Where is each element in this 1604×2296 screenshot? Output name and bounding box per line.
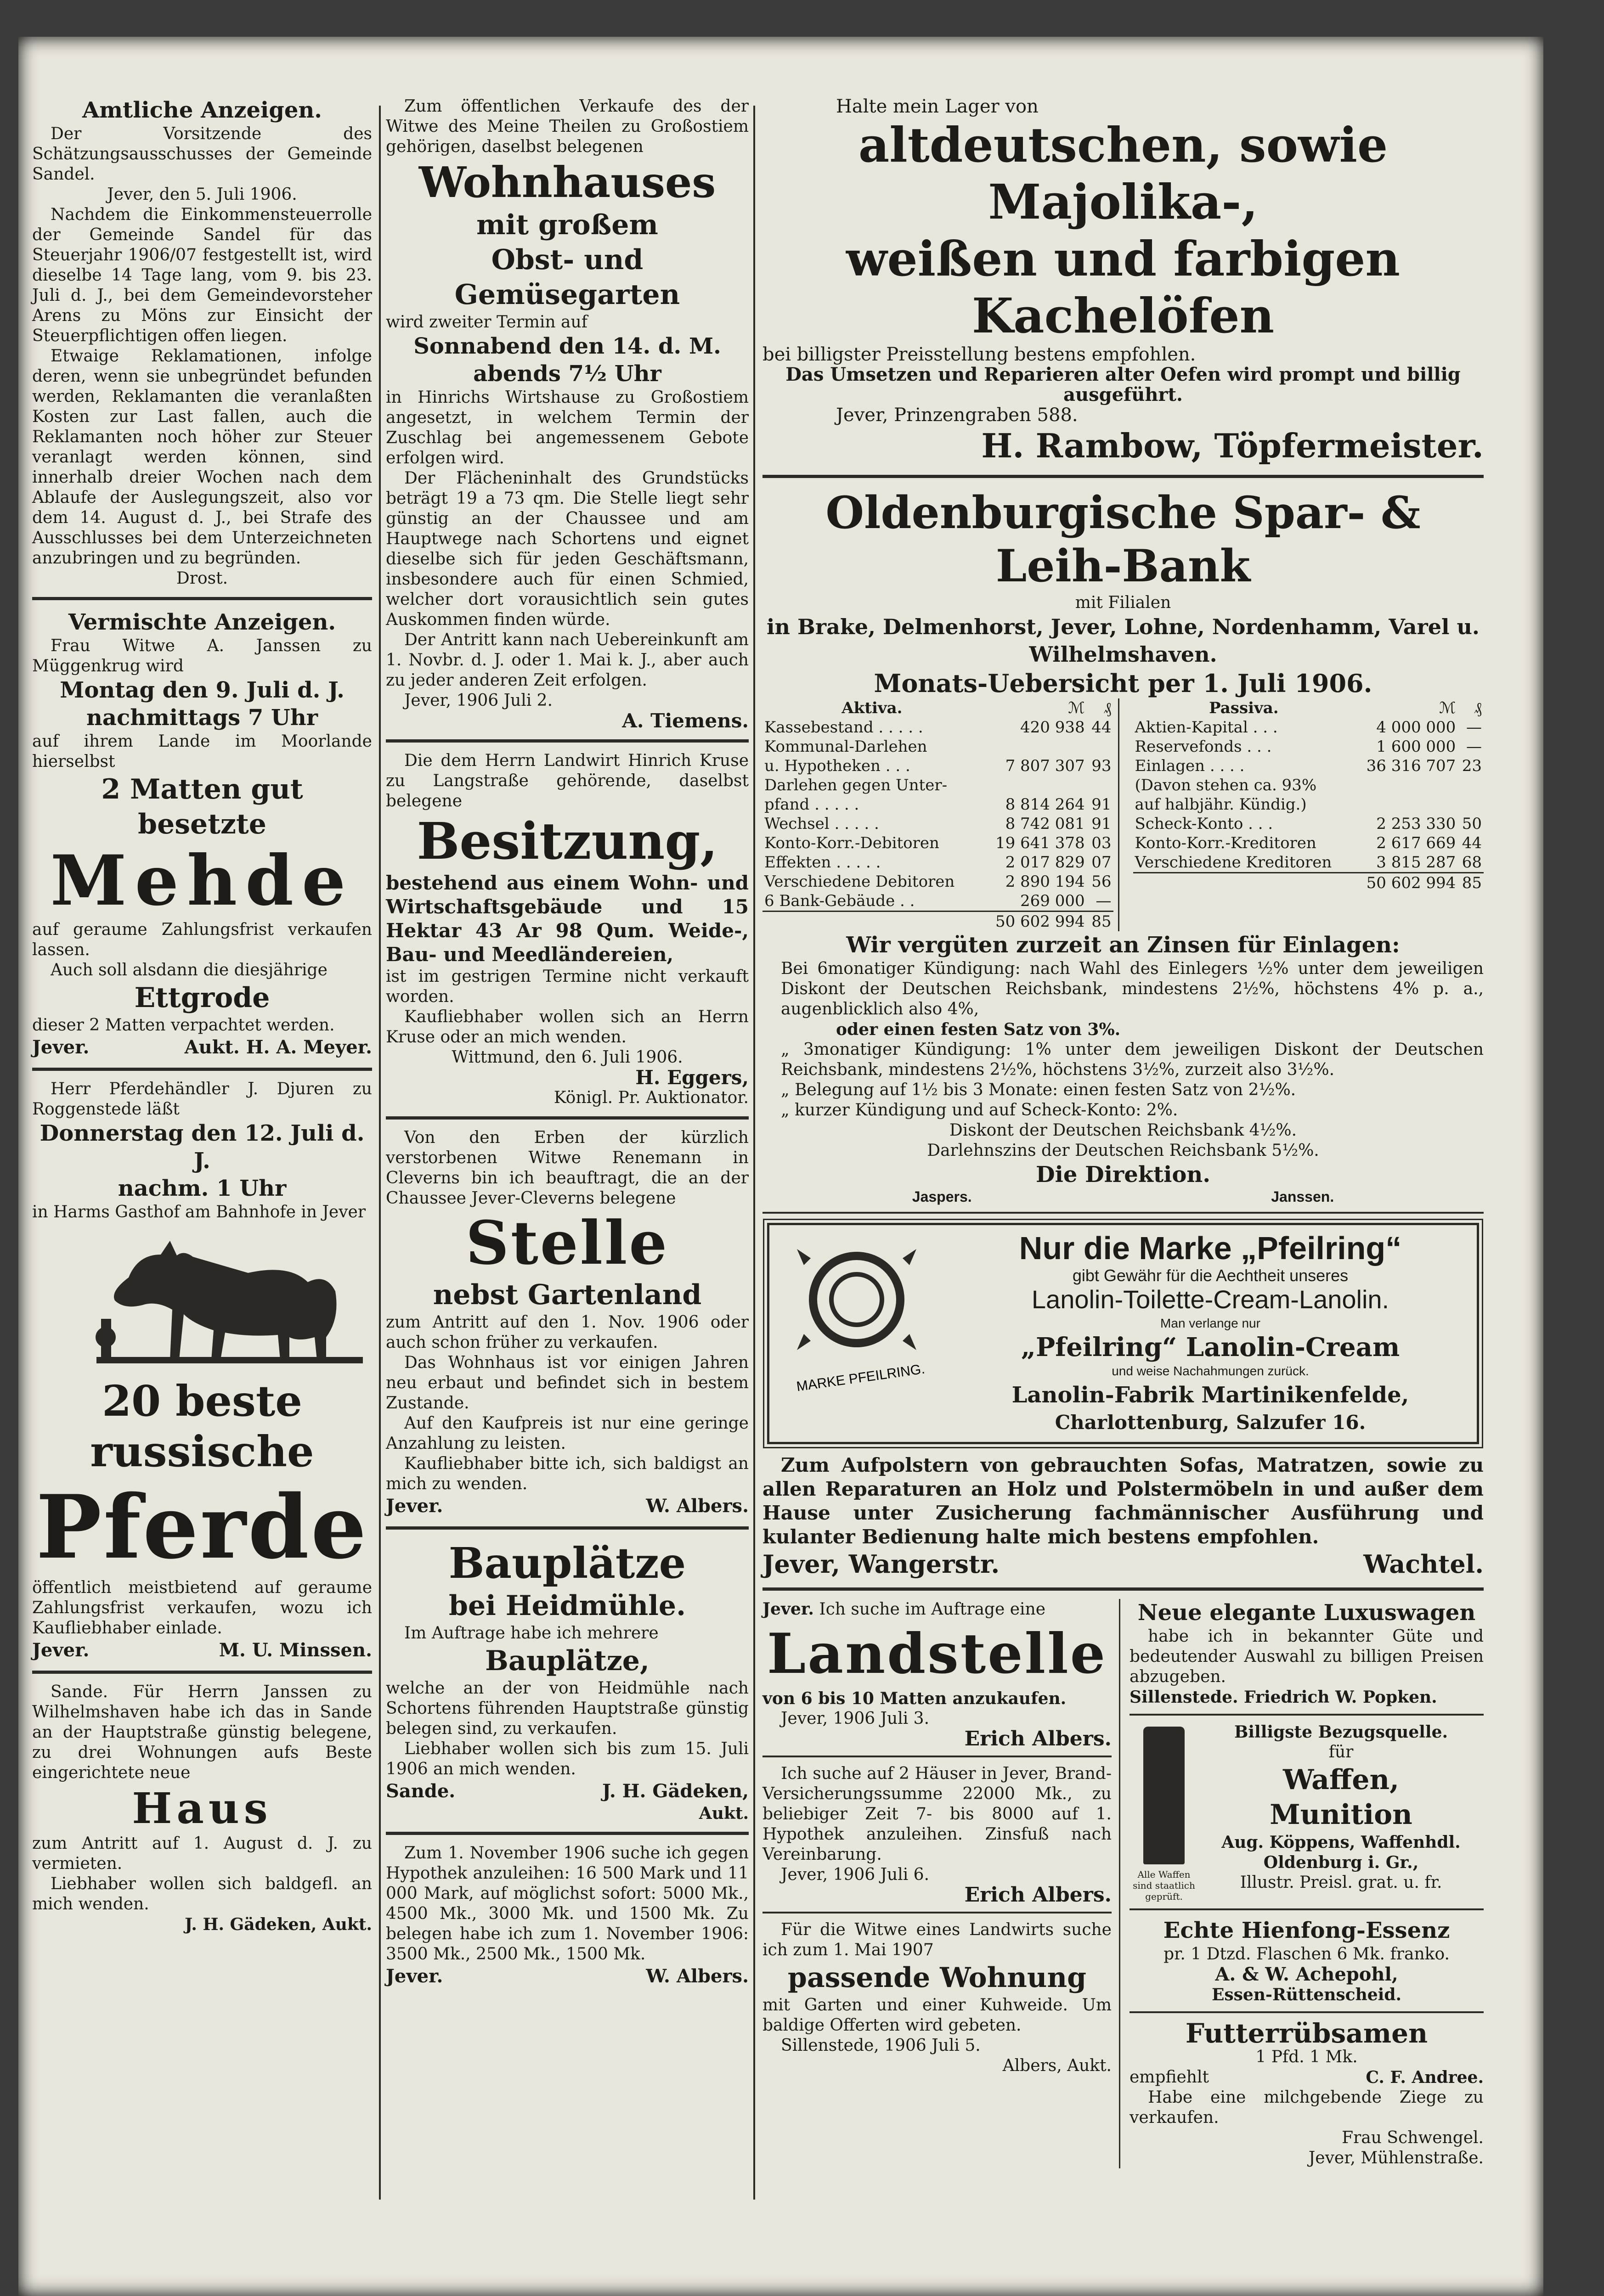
balance-label: Darlehen gegen Unter- — [764, 776, 948, 794]
ad-date: Montag den 9. Juli d. J. — [60, 677, 345, 703]
upholstery-ad — [762, 1453, 1484, 1579]
balance-pfennig: 50 — [1462, 815, 1482, 833]
divider — [762, 475, 1484, 478]
assets-heading: Aktiva. — [842, 699, 903, 717]
balance-marks: 19 641 378 — [995, 834, 1085, 852]
ad-headline: mit großem — [476, 209, 658, 241]
ad-headline: Bauplätze — [448, 1538, 686, 1588]
ad-text: Auf den Kaufpreis ist nur eine geringe Anzahlung zu leisten. — [386, 1414, 749, 1453]
house-rent-ad — [32, 1682, 372, 1935]
pfennig-symbol: ₰ — [1474, 699, 1482, 717]
balance-marks — [1355, 795, 1457, 814]
balance-pfennig — [1087, 737, 1113, 756]
ad-text: Die dem Herrn Landwirt Hinrich Kruse zu Langstraße gehörende, daselbst belegene — [386, 751, 749, 810]
balance-marks — [982, 737, 1087, 756]
balance-marks: 3 815 287 — [1376, 853, 1456, 872]
ad-headline: passende Wohnung — [787, 1962, 1087, 1994]
balance-pfennig — [1457, 795, 1484, 814]
ad-text: von 6 bis 10 Matten anzukaufen. — [762, 1689, 1067, 1708]
signature-place: Jever. — [386, 1495, 443, 1517]
ad-text: auf geraume Zahlungsfrist verkaufen lassen. — [32, 920, 372, 959]
ad-signature: J. H. Gädeken, Aukt. — [185, 1915, 372, 1934]
liabilities-total-pf: 85 — [1462, 874, 1482, 892]
ad-text: Frau Witwe A. Janssen zu Müggenkrug wird — [32, 636, 372, 675]
ad-text: Halte mein Lager von — [836, 96, 1039, 117]
balance-row — [762, 853, 1113, 872]
ad-text: 1 Pfd. 1 Mk. — [1255, 2048, 1358, 2066]
balance-pfennig: — — [1096, 892, 1112, 910]
balance-label: 6 Bank-Gebäude . . — [764, 892, 915, 910]
ad-text: und weise Nachahmungen zurück. — [1112, 1364, 1309, 1378]
divider — [1130, 1908, 1484, 1910]
property-ad — [386, 1128, 749, 1518]
ad-text: in Harms Gasthof am Bahnhofe in Jever — [32, 1203, 366, 1221]
balance-row — [1133, 833, 1484, 853]
ad-signature: Erich Albers. — [964, 1727, 1112, 1750]
ad-text: mit Garten und einer Kuhweide. Um baldige Offerten wird gebeten. — [762, 1996, 1112, 2035]
divider — [32, 1671, 372, 1674]
small-ads-right — [1130, 1599, 1484, 2168]
ad-text: Der Antritt kann nach Uebereinkunft am 1. Novbr. d. J. oder 1. Mai k. J., aber auch zu jeder anderen Zeit erfolgen. — [386, 630, 749, 690]
ad-text: Sande. Für Herrn Janssen zu Wilhelmshaven habe ich das in Sande an der Hauptstraße günstig belegene, zu drei Wohnungen aufs Beste eingerichtete neue — [32, 1683, 372, 1782]
ad-signature-title: Königl. Pr. Auktionator. — [553, 1088, 749, 1107]
balance-row — [762, 833, 1113, 853]
ad-headline: 20 beste — [102, 1376, 302, 1426]
balance-pfennig: 07 — [1091, 853, 1112, 872]
house-sale-ad — [386, 96, 749, 731]
balance-row — [1133, 814, 1484, 833]
ad-date-line: Jever, 1906 Juli 6. — [781, 1865, 930, 1884]
ad-signature — [386, 1494, 749, 1518]
ad-text: in Hinrichs Wirtshause zu Großostiem angesetzt, in welchem Termin der Zuschlag bei angemessenem Gebote erfolgen wird. — [386, 388, 749, 467]
building-plots-ad — [386, 1538, 749, 1823]
ad-headline: Neue elegante Luxuswagen — [1137, 1600, 1476, 1626]
ad-text: Das Umsetzen und Reparieren alter Oefen wird prompt und billig ausgeführt. — [785, 364, 1461, 405]
ad-headline: Futterrübsamen — [1185, 2018, 1428, 2049]
column-left — [32, 96, 372, 1935]
interest-line: „ Belegung auf 1½ bis 3 Monate: einen festen Satz von 2½%. — [781, 1080, 1296, 1099]
ad-headline: Haus — [132, 1784, 272, 1833]
ad-headline: Lanolin-Fabrik Martinikenfelde, — [1011, 1382, 1409, 1408]
ad-headline: Bauplätze, — [485, 1645, 650, 1677]
balance-label: Effekten . . . . . — [764, 853, 881, 872]
balance-marks: 420 938 — [1020, 718, 1085, 737]
ad-headline: nebst Gartenland — [433, 1279, 702, 1311]
balance-label: Konto-Korr.-Debitoren — [764, 834, 939, 852]
divider — [762, 1756, 1112, 1757]
ad-text: welche an der von Heidmühle nach Schortens führenden Hauptstraße günstig belegen sind, zu verkaufen. — [386, 1679, 749, 1738]
stove-ad — [762, 96, 1484, 467]
balance-pfennig: 44 — [1462, 834, 1482, 852]
liabilities-table — [1133, 698, 1484, 931]
balance-marks: 2 890 194 — [1005, 872, 1085, 891]
balance-pfennig: 93 — [1091, 757, 1112, 775]
ad-headline: Ettgrode — [134, 982, 270, 1014]
balance-label: Wechsel . . . . . — [764, 815, 879, 833]
ad-headline: „Pfeilring“ Lanolin-Cream — [1021, 1332, 1400, 1362]
bank-name: Oldenburgische Spar- & Leih-Bank — [825, 487, 1421, 592]
bank-branches-label: mit Filialen — [1075, 593, 1171, 612]
ad-text: dieser 2 Matten verpachtet werden. — [32, 1016, 335, 1035]
ad-date-line: Sillenstede, 1906 Juli 5. — [781, 2036, 981, 2055]
assets-total-pf: 85 — [1091, 912, 1112, 931]
balance-row — [762, 776, 1113, 795]
balance-pfennig: 03 — [1091, 834, 1112, 852]
balance-pfennig — [1087, 776, 1113, 795]
arrow-ring-icon — [779, 1231, 944, 1396]
divider — [386, 1832, 749, 1835]
ad-headline: Besitzung, — [417, 811, 718, 871]
cartridge-label: Alle Waffen sind staatlich geprüft. — [1133, 1869, 1195, 1902]
signature-place: Sande. — [386, 1780, 456, 1802]
ad-text: Man verlange nur — [1160, 1316, 1260, 1330]
signature-name: Aukt. H. A. Meyer. — [184, 1036, 372, 1058]
notice-signature: Drost. — [176, 569, 228, 588]
section-heading: Amtliche Anzeigen. — [82, 97, 322, 123]
interest-line: Bei 6monatiger Kündigung: nach Wahl des Einlegers ½% unter dem jeweiligen Diskont der Deutschen Reichsbank, mindestens 2½%, höchstens 4% p. a., augenblicklich also 4%, — [781, 959, 1484, 1019]
auction-mehde-ad — [32, 608, 372, 1059]
ad-text: zum Antritt auf den 1. Nov. 1906 oder auch schon früher zu verkaufen. — [386, 1313, 749, 1352]
bank-branches: in Brake, Delmenhorst, Jever, Lohne, Nordenhamm, Varel u. Wilhelmshaven. — [767, 614, 1480, 667]
signature-place: Jever. — [386, 1965, 443, 1987]
divider — [386, 739, 749, 743]
ad-date: Donnerstag den 12. Juli d. J. — [40, 1120, 365, 1174]
divider — [32, 1068, 372, 1071]
ad-text: Kaufliebhaber wollen sich an Herrn Kruse oder an mich wenden. — [386, 1007, 749, 1047]
ad-text: auf ihrem Lande im Moorlande hierselbst — [32, 732, 372, 771]
ad-signature — [386, 1964, 749, 1988]
ad-text: A. & W. Achepohl, — [1215, 1964, 1398, 1985]
balance-label: u. Hypotheken . . . — [764, 757, 910, 775]
ad-text: Habe eine milchgebende Ziege zu verkaufen. — [1130, 2088, 1484, 2127]
signature-place: Jever, Wangerstr. — [762, 1549, 1000, 1579]
statement-title: Monats-Uebersicht per 1. Juli 1906. — [874, 669, 1372, 698]
divider — [386, 1116, 749, 1120]
ad-signature: Sillenstede. Friedrich W. Popken. — [1130, 1688, 1437, 1707]
balance-marks: 4 000 000 — [1376, 718, 1456, 737]
signature-name: M. U. Minssen. — [219, 1639, 372, 1661]
ad-text: gibt Gewähr für die Aechtheit unseres — [1072, 1266, 1349, 1285]
balance-label: pfand . . . . . — [764, 795, 859, 814]
interest-line: „ kurzer Kündigung und auf Scheck-Konto: 2%. — [781, 1101, 1178, 1120]
ad-headline: Echte Hienfong-Essenz — [1163, 1918, 1450, 1943]
balance-row — [1133, 853, 1484, 873]
ad-text: Liebhaber wollen sich bis zum 15. Juli 1906 an mich wenden. — [386, 1739, 749, 1778]
balance-marks: 1 600 000 — [1376, 737, 1456, 756]
balance-label: Scheck-Konto . . . — [1135, 815, 1273, 833]
balance-label: Verschiedene Debitoren — [764, 872, 955, 891]
ad-text: Ich suche auf 2 Häuser in Jever, Brand-Versicherungssumme 22000 Mk., zu beliebiger Zeit 7- bis 8000 auf 1. Hypothek anzuleihen. Zinsfuß nach Vereinbarung. — [762, 1764, 1112, 1864]
balance-row — [1133, 737, 1484, 756]
director-name: Janssen. — [1271, 1188, 1334, 1205]
ad-text: Ich suche im Auftrage eine — [819, 1600, 1046, 1619]
ad-headline: Munition — [1270, 1799, 1412, 1831]
ad-text: Zum öffentlichen Verkaufe des der Witwe des Meine Theilen zu Großostiem gehörigen, daselbst belegenen — [386, 97, 749, 156]
small-ads-row — [762, 1599, 1484, 2168]
ad-headline: bei Heidmühle. — [448, 1590, 686, 1622]
ad-headline: Obst- und Gemüsegarten — [454, 244, 680, 311]
ad-signature — [32, 1638, 372, 1662]
column-rule — [753, 106, 755, 2200]
newspaper-page — [18, 37, 1543, 2296]
notice-text: Etwaige Reklamationen, infolge deren, wenn sie unbegründet befunden werden, Reklamanten die veranlaßten Kosten zur Last fallen, auch die Reklamanten noch höher zur Steuer veranlagt werden können, sind innerhalb dreier Wochen nach dem Ablaufe der Auslegungszeit, also vor dem 14. August d. J., bei Strafe des Ausschlusses bei dem Unterzeichneten anzubringen und zu begründen. — [32, 347, 372, 568]
ad-headline-large: Landstelle — [767, 1621, 1107, 1686]
ad-text: Aug. Köppens, Waffenhdl. — [1221, 1833, 1461, 1852]
balance-marks: 269 000 — [1020, 892, 1085, 910]
balance-label: Reservefonds . . . — [1135, 737, 1272, 756]
signature-name: J. H. Gädeken, — [602, 1780, 749, 1802]
bank-directors: Die Direktion. — [1035, 1162, 1211, 1187]
ad-signature — [32, 1035, 372, 1059]
seed-ad — [1130, 2020, 1484, 2168]
signature-title: Aukt. — [699, 1804, 749, 1823]
ad-time: nachm. 1 Uhr — [118, 1176, 287, 1201]
ad-date-line: Jever, Prinzengraben 588. — [836, 405, 1078, 426]
balance-row — [1133, 795, 1484, 814]
balance-label: (Davon stehen ca. 93% — [1135, 776, 1317, 794]
ad-text: für — [1328, 1743, 1354, 1761]
balance-row — [1133, 776, 1484, 795]
ad-headline: russische — [90, 1427, 314, 1476]
director-names — [762, 1188, 1484, 1205]
farm-wanted-ad — [762, 1599, 1112, 1749]
divider — [386, 1526, 749, 1530]
carriage-ad — [1130, 1599, 1484, 1707]
mark-symbol: ℳ — [1068, 699, 1085, 717]
signature-place: Jever. — [32, 1036, 90, 1058]
balance-marks — [982, 776, 1087, 795]
bank-statement — [762, 486, 1484, 1205]
balance-marks: 7 807 307 — [1005, 757, 1085, 775]
balance-row — [762, 814, 1113, 833]
mark-symbol: ℳ — [1439, 699, 1456, 717]
notice-text: Nachdem die Einkommensteuerrolle der Gemeinde Sandel für das Steuerjahr 1906/07 festgestellt ist, wird dieselbe 14 Tage lang, vom 9. bis 23. Juli d. J., bei dem Gemeindevorsteher Arens zu Möns zur Einsicht der Steuerpflichtigen offen liegen. — [32, 205, 372, 345]
ad-signature: Erich Albers. — [964, 1883, 1112, 1907]
ad-headline: besetzte — [138, 808, 266, 840]
signature-place: Jever. — [32, 1639, 90, 1661]
balance-label: Verschiedene Kreditoren — [1135, 853, 1332, 872]
divider — [762, 1587, 1484, 1591]
liabilities-total: 50 602 994 — [1366, 874, 1456, 892]
ad-signature: H. Eggers, — [635, 1066, 749, 1089]
signature-name: W. Albers. — [646, 1965, 749, 1987]
ad-text: öffentlich meistbietend auf geraume Zahlungsfrist verkaufen, wozu ich Kaufliebhaber einlade. — [32, 1578, 372, 1638]
balance-row — [762, 756, 1113, 776]
balance-row — [762, 737, 1113, 756]
ad-text: habe ich in bekannter Güte und bedeutender Auswahl zu billigen Preisen abzugeben. — [1130, 1627, 1484, 1686]
ad-headline: Nur die Marke „Pfeilring“ — [1019, 1230, 1402, 1266]
balance-row — [762, 891, 1113, 912]
notice-date: Jever, den 5. Juli 1906. — [107, 185, 297, 204]
balance-pfennig: 23 — [1462, 757, 1482, 775]
pfeilring-ad — [767, 1223, 1479, 1444]
balance-pfennig: 56 — [1091, 872, 1112, 891]
balance-label: auf halbjähr. Kündig.) — [1135, 795, 1307, 814]
balance-row — [762, 872, 1113, 891]
ad-headline: Wohnhauses — [418, 158, 716, 207]
ad-place: Jever. — [762, 1599, 814, 1619]
ad-headline: altdeutschen, sowie Majolika-, — [858, 117, 1388, 230]
balance-marks — [1355, 776, 1457, 795]
ad-text: Billigste Bezugsquelle. — [1234, 1722, 1448, 1742]
ad-headline: 2 Matten gut — [101, 773, 303, 805]
balance-row — [1133, 756, 1484, 776]
balance-marks: 2 617 669 — [1376, 834, 1456, 852]
balance-label: Kassebestand . . . . . — [764, 718, 923, 737]
logo-caption: MARKE PFEILRING. — [795, 1361, 926, 1395]
ad-headline: Waffen, — [1283, 1764, 1399, 1796]
divider — [1130, 1714, 1484, 1716]
signature-name: Wachtel. — [1363, 1549, 1484, 1579]
divider — [762, 1212, 1484, 1214]
ad-text: Im Auftrage habe ich mehrere — [404, 1624, 659, 1643]
balance-row — [762, 795, 1113, 814]
small-ads-left — [762, 1599, 1120, 2168]
cartridge-illustration — [1130, 1722, 1198, 1902]
ad-subheadline: bestehend aus einem Wohn- und Wirtschaftsgebäude und 15 Hektar 43 Ar 98 Qum. Weide-, Bau- und Meedländereien, — [386, 872, 749, 966]
divider — [762, 1912, 1112, 1913]
balance-sheet — [762, 698, 1484, 931]
liabilities-heading: Passiva. — [1209, 699, 1279, 717]
assets-table — [762, 698, 1119, 931]
balance-pfennig: — — [1466, 737, 1482, 756]
horse-auction-ad — [32, 1079, 372, 1662]
horse-illustration — [32, 1222, 372, 1374]
balance-marks: 8 742 081 — [1005, 815, 1085, 833]
ad-headline-large: Mehde — [50, 840, 354, 921]
balance-pfennig: 91 — [1091, 815, 1112, 833]
balance-pfennig: 68 — [1462, 853, 1482, 872]
ad-headline: weißen und farbigen Kachelöfen — [846, 231, 1400, 344]
interest-heading: Wir vergüten zurzeit an Zinsen für Einlagen: — [846, 932, 1400, 958]
ad-text: Kaufliebhaber bitte ich, sich baldigst an mich zu wenden. — [386, 1454, 749, 1493]
ad-text: Der Flächeninhalt des Grundstücks beträgt 19 a 73 qm. Die Stelle liegt sehr günstig an der Chaussee und am Hauptwege nach Schortens und eignet dieselbe sich für jeden Geschäftsmann, insbesondere auch für einen Schmied, welcher dort vorausichtlich sein gutes Auskommen finden würde. — [386, 469, 749, 629]
column-right — [762, 96, 1484, 2168]
ad-text: Liebhaber wollen sich baldgefl. an mich wenden. — [32, 1874, 372, 1913]
mortgage-wanted-ad — [762, 1764, 1112, 1905]
balance-label: Konto-Korr.-Kreditoren — [1135, 834, 1316, 852]
balance-label: Kommunal-Darlehen — [764, 737, 927, 756]
divider — [32, 597, 372, 600]
ad-text: Zum 1. November 1906 suche ich gegen Hypothek anzuleihen: 16 500 Mark und 11 000 Mark, auf möglichst sofort: 5000 Mk., 4500 Mk., 3000 Mk. und 1500 Mk. Zu belegen habe ich zum 1. November 1906: 3500 Mk., 2500 Mk., 1500 Mk. — [386, 1844, 749, 1964]
signature-name: W. Albers. — [646, 1495, 749, 1517]
ad-headline: Lanolin-Toilette-Cream-Lanolin. — [1031, 1285, 1389, 1314]
ad-headline: Charlottenburg, Salzufer 16. — [1055, 1411, 1366, 1434]
ad-time: nachmittags 7 Uhr — [86, 705, 318, 731]
official-notice — [32, 96, 372, 589]
balance-pfennig: — — [1466, 718, 1482, 737]
balance-label: Aktien-Kapital . . . — [1135, 718, 1278, 737]
ad-text: Auch soll alsdann die diesjährige — [51, 961, 328, 979]
mortgage-ad — [386, 1843, 749, 1988]
ad-time: abends 7½ Uhr — [473, 361, 661, 387]
ad-text: bei billigster Preisstellung bestens empfohlen. — [762, 344, 1196, 365]
ad-date-line: Jever, 1906 Juli 2. — [404, 691, 553, 710]
director-name: Jaspers. — [912, 1188, 972, 1205]
ad-signature — [762, 1549, 1484, 1579]
ad-text: Oldenburg i. Gr., — [1263, 1853, 1419, 1872]
ad-signature: C. F. Andree. — [1366, 2068, 1484, 2087]
column-middle — [386, 96, 749, 1988]
pfeilring-logo — [779, 1231, 953, 1436]
divider — [1130, 2011, 1484, 2013]
ad-signature: H. Rambow, Töpfermeister. — [981, 426, 1484, 465]
ad-text: Essen-Rüttenscheid. — [1211, 1985, 1402, 2004]
interest-line: „ 3monatiger Kündigung: 1% unter dem jeweiligen Diskont der Deutschen Reichsbank, mindestens 2½%, höchstens 3½%, zurzeit also 3½%. — [781, 1040, 1484, 1079]
ad-address: Jever, Mühlenstraße. — [1308, 2149, 1484, 2167]
section-heading: Vermischte Anzeigen. — [68, 609, 336, 635]
balance-marks: 8 814 264 — [1005, 795, 1085, 814]
ad-text: wird zweiter Termin auf — [386, 313, 588, 332]
ad-text: pr. 1 Dtzd. Flaschen 6 Mk. franko. — [1163, 1945, 1450, 1964]
ad-headline-large: Pferde — [36, 1476, 368, 1578]
ad-headline-large: Stelle — [465, 1208, 669, 1278]
balance-marks: 2 253 330 — [1376, 815, 1456, 833]
ad-text: empfiehlt — [1130, 2068, 1209, 2087]
ad-signature: Albers, Aukt. — [1002, 2056, 1112, 2075]
ad-text: ist im gestrigen Termine nicht verkauft worden. — [386, 967, 749, 1006]
pfennig-symbol: ₰ — [1103, 699, 1112, 717]
balance-pfennig — [1457, 776, 1484, 795]
estate-ad — [386, 751, 749, 1108]
column-rule — [379, 106, 381, 2200]
balance-row — [762, 718, 1113, 737]
apartment-wanted-ad — [762, 1920, 1112, 2076]
interest-line: oder einen festen Satz von 3%. — [836, 1020, 1121, 1039]
ad-text: Zum Aufpolstern von gebrauchten Sofas, Matratzen, sowie zu allen Reparaturen an Holz und Polstermöbeln in und außer dem Hause unter Zusicherung fachmännischer Ausführung und kulanter Bedienung halte mich bestens empfohlen. — [762, 1454, 1484, 1548]
interest-line: Diskont der Deutschen Reichsbank 4½%. — [949, 1121, 1297, 1140]
notice-text: Der Vorsitzende des Schätzungsausschusses der Gemeinde Sandel. — [32, 124, 372, 184]
balance-pfennig: 44 — [1091, 718, 1112, 737]
ad-date: Sonnabend den 14. d. M. — [413, 333, 721, 359]
balance-row — [1133, 718, 1484, 737]
weapons-ad — [1130, 1722, 1484, 1902]
ad-signature: A. Tiemens. — [622, 709, 749, 732]
ad-text: zum Antritt auf 1. August d. J. zu vermieten. — [32, 1834, 372, 1873]
essence-ad — [1130, 1917, 1484, 2005]
ad-signature — [386, 1779, 749, 1803]
balance-label: Einlagen . . . . — [1135, 757, 1245, 775]
balance-marks: 36 316 707 — [1366, 757, 1456, 775]
assets-total: 50 602 994 — [995, 912, 1085, 931]
ad-text: Für die Witwe eines Landwirts suche ich zum 1. Mai 1907 — [762, 1920, 1112, 1959]
balance-marks: 2 017 829 — [1005, 853, 1085, 872]
ad-text: Von den Erben der kürzlich verstorbenen Witwe Renemann in Cleverns bin ich beauftragt, die an der Chaussee Jever-Cleverns belegene — [386, 1128, 749, 1208]
ad-text: Herr Pferdehändler J. Djuren zu Roggenstede läßt — [32, 1080, 372, 1119]
ad-text: Illustr. Preisl. grat. u. fr. — [1240, 1873, 1442, 1892]
ad-signature: Frau Schwengel. — [1342, 2128, 1484, 2147]
interest-line: Darlehnszins der Deutschen Reichsbank 5½%. — [927, 1141, 1319, 1160]
ad-date-line: Jever, 1906 Juli 3. — [781, 1709, 930, 1728]
ad-text: Das Wohnhaus ist vor einigen Jahren neu erbaut und befindet sich in bestem Zustande. — [386, 1353, 749, 1412]
ad-date-line: Wittmund, den 6. Juli 1906. — [452, 1048, 683, 1067]
balance-pfennig: 91 — [1091, 795, 1112, 814]
